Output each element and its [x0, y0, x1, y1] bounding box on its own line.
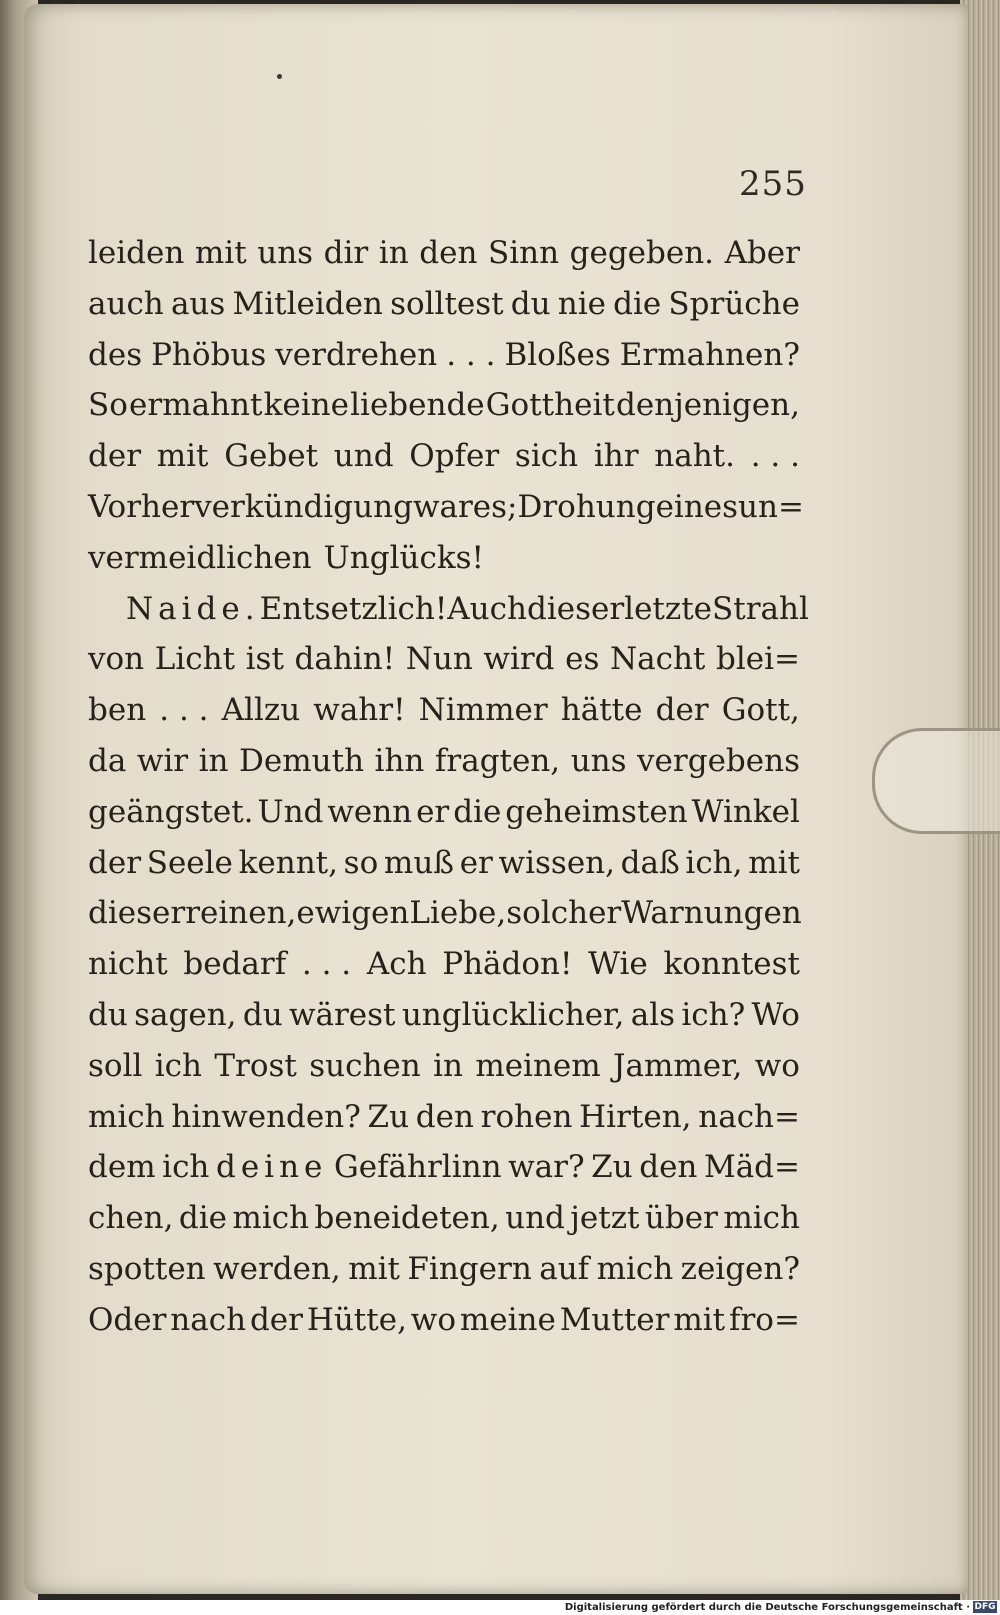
- word: ermahnt: [129, 387, 263, 424]
- word: Gefährlinn: [333, 1149, 502, 1186]
- word: meine: [459, 1301, 556, 1338]
- word: gegeben.: [569, 235, 715, 271]
- word: Zu: [591, 1149, 633, 1186]
- word: die: [178, 1200, 228, 1237]
- word: ich,: [685, 844, 743, 881]
- word: Mitleiden: [232, 285, 383, 322]
- word: Warnungen: [621, 895, 802, 932]
- word: dem: [88, 1149, 156, 1186]
- word: Entsetzlich!: [259, 590, 448, 627]
- text-line: [88, 279, 800, 330]
- word: Bloßes: [504, 336, 611, 373]
- word: aus: [170, 285, 226, 322]
- word: unglücklicher,: [401, 996, 625, 1033]
- ink-spot: [277, 74, 282, 79]
- book-page: [24, 4, 968, 1594]
- text-line: [88, 1041, 800, 1092]
- footer-bar: [0, 1600, 1000, 1615]
- word: Aber: [724, 235, 800, 271]
- word: Seele: [146, 844, 233, 881]
- word: suchen: [309, 1047, 421, 1084]
- word: Und: [257, 793, 324, 830]
- word: Unglücks!: [323, 539, 484, 576]
- word: letzte: [624, 590, 713, 627]
- word: soll: [88, 1047, 143, 1084]
- word: Ach: [366, 946, 427, 983]
- word: nie: [557, 285, 606, 322]
- word: in: [198, 742, 229, 779]
- word: beneideten,: [314, 1200, 500, 1237]
- word: ist: [245, 641, 284, 678]
- word: geängstet.: [88, 793, 254, 830]
- word: Mäd=: [703, 1149, 800, 1186]
- word: da: [88, 742, 127, 779]
- word: Winkel: [691, 793, 800, 830]
- word: Allzu: [221, 692, 301, 729]
- word: chen,: [88, 1200, 174, 1237]
- word: über: [644, 1200, 718, 1237]
- word: du: [88, 996, 128, 1033]
- word: Gebet: [224, 438, 319, 475]
- word: wissen,: [498, 844, 615, 881]
- word: bedarf: [183, 946, 287, 983]
- word: wir: [136, 742, 189, 779]
- word: . . .: [446, 336, 496, 373]
- word: Naide.: [126, 590, 260, 627]
- word: nach: [170, 1301, 247, 1338]
- text-line: [88, 228, 800, 279]
- word: Sinn: [487, 235, 560, 271]
- word: zeigen?: [680, 1250, 800, 1287]
- word: wenn: [327, 793, 413, 830]
- word: er: [459, 844, 493, 881]
- word: vermeidlichen: [88, 539, 312, 576]
- word: Nimmer: [418, 692, 548, 729]
- word: . . .: [750, 438, 800, 475]
- word: in: [378, 235, 409, 271]
- word: der: [88, 438, 142, 475]
- word: und: [333, 438, 394, 475]
- word: Licht: [154, 641, 236, 678]
- word: auch: [88, 285, 164, 322]
- word: mich: [88, 1098, 165, 1135]
- text-line: [88, 1092, 800, 1143]
- word: sich: [514, 438, 579, 475]
- word: der: [249, 1301, 303, 1338]
- word: hätte: [560, 692, 643, 729]
- word: Sprüche: [668, 285, 800, 322]
- text-line: [88, 634, 800, 685]
- text-line: [88, 482, 804, 533]
- word: er: [416, 793, 450, 830]
- word: Zu: [367, 1098, 410, 1135]
- word: Demuth: [239, 742, 365, 779]
- word: reinen,: [185, 895, 297, 932]
- word: des: [88, 336, 143, 373]
- word: ben: [88, 692, 147, 729]
- word: verdrehen: [275, 336, 438, 373]
- word: Mutter: [559, 1301, 670, 1338]
- word: mit: [156, 438, 209, 475]
- word: Liebe,: [409, 895, 507, 932]
- word: geheimsten: [505, 793, 688, 830]
- word: in: [433, 1047, 463, 1084]
- word: uns: [570, 742, 627, 779]
- funding-credit: Digitalisierung gefördert durch die Deutsche Forschungsgemeinschaft ·: [564, 1602, 970, 1613]
- word: jetzt: [570, 1200, 640, 1237]
- word: mich: [596, 1250, 674, 1287]
- word: sagen,: [134, 996, 237, 1033]
- word: wird: [483, 641, 555, 678]
- word: daß: [620, 844, 680, 881]
- word: solltest: [390, 285, 504, 322]
- text-line: [88, 787, 800, 838]
- word: vergebens: [637, 742, 800, 779]
- word: dahin!: [294, 641, 396, 678]
- word: von: [88, 641, 145, 678]
- word: dieser: [526, 590, 625, 627]
- word: mit: [348, 1250, 400, 1287]
- word: Nacht: [609, 641, 706, 678]
- word: und: [505, 1200, 565, 1237]
- word: ich: [154, 1047, 202, 1084]
- word: mit: [194, 235, 247, 271]
- word: Hirten,: [579, 1098, 692, 1135]
- text-line: [88, 685, 800, 736]
- word: war: [412, 488, 473, 525]
- dfg-logo-icon: DFG: [974, 1602, 996, 1612]
- word: wo: [410, 1301, 456, 1338]
- word: Phädon!: [442, 946, 573, 983]
- word: Fingern: [407, 1250, 532, 1287]
- word: die: [613, 285, 662, 322]
- word: So: [88, 387, 128, 424]
- word: denjenigen,: [615, 387, 800, 424]
- word: du: [510, 285, 551, 322]
- word: den: [415, 1098, 474, 1135]
- word: blei=: [715, 641, 800, 678]
- word: Phöbus: [151, 336, 267, 373]
- word: dir: [323, 235, 369, 271]
- text-line: [88, 1142, 800, 1193]
- word: ihr: [593, 438, 639, 475]
- word: mit: [673, 1301, 726, 1338]
- word: es;: [472, 488, 518, 525]
- word: als: [630, 996, 676, 1033]
- word: naht.: [654, 438, 735, 475]
- word: mich: [723, 1200, 800, 1237]
- word: dieser: [88, 895, 186, 932]
- word: ich: [162, 1149, 210, 1186]
- text-line: [88, 1244, 800, 1295]
- text-line: [88, 838, 800, 889]
- word: Opfer: [409, 438, 500, 475]
- word: ewigen: [296, 895, 410, 932]
- word: kennt,: [238, 844, 338, 881]
- word: leiden: [88, 235, 185, 271]
- word: Drohung: [517, 488, 656, 525]
- word: den: [419, 235, 478, 271]
- word: es: [565, 641, 600, 678]
- page-number: 255: [739, 164, 807, 204]
- bookmark-clip: [872, 728, 1000, 834]
- text-line: [88, 1193, 800, 1244]
- word: meinem: [475, 1047, 601, 1084]
- word: wahr!: [313, 692, 406, 729]
- word: rohen: [480, 1098, 573, 1135]
- text-line: [88, 584, 809, 635]
- text-line: [88, 380, 800, 431]
- word: Ermahnen?: [619, 336, 800, 373]
- word: der: [655, 692, 709, 729]
- word: Auch: [447, 590, 527, 627]
- word: liebende: [350, 387, 485, 424]
- text-line: [88, 939, 800, 990]
- word: solcher: [506, 895, 622, 932]
- word: Wie: [588, 946, 648, 983]
- word: hinwenden?: [171, 1098, 361, 1135]
- text-line: [88, 330, 800, 381]
- word: Hütte,: [306, 1301, 407, 1338]
- word: konntest: [663, 946, 800, 983]
- word: uns: [257, 235, 314, 271]
- word: fro=: [728, 1301, 800, 1338]
- text-line: [88, 533, 800, 584]
- word: Nun: [405, 641, 473, 678]
- word: muß: [383, 844, 454, 881]
- word: keine: [263, 387, 349, 424]
- word: so: [343, 844, 379, 881]
- word: eines: [655, 488, 739, 525]
- word: werden,: [213, 1250, 341, 1287]
- word: fragten,: [434, 742, 561, 779]
- word: der: [88, 844, 142, 881]
- word: Gottheit: [485, 387, 615, 424]
- word: mich: [232, 1200, 310, 1237]
- word: Oder: [88, 1301, 167, 1338]
- word: die: [453, 793, 502, 830]
- word: wärest: [288, 996, 396, 1033]
- word: war?: [508, 1149, 585, 1186]
- word: nach=: [698, 1098, 800, 1135]
- word: nicht: [88, 946, 168, 983]
- word: Strahl: [712, 590, 809, 627]
- word: . . .: [159, 692, 209, 729]
- word: den: [639, 1149, 698, 1186]
- word: Gott,: [721, 692, 800, 729]
- word: un=: [738, 488, 804, 525]
- text-line: [88, 990, 800, 1041]
- word: mit: [748, 844, 800, 881]
- word: spotten: [88, 1250, 206, 1287]
- word: wo: [754, 1047, 800, 1084]
- word: Trost: [214, 1047, 297, 1084]
- word: Wo: [751, 996, 800, 1033]
- word: auf: [539, 1250, 590, 1287]
- word: ich?: [681, 996, 746, 1033]
- text-line: [88, 888, 800, 939]
- word: Vorherverkündigung: [88, 488, 413, 525]
- body-text: [88, 228, 809, 1346]
- word: ihn: [374, 742, 425, 779]
- text-line: [88, 736, 800, 787]
- word: du: [242, 996, 283, 1033]
- text-line: [88, 431, 800, 482]
- word: deine: [215, 1149, 328, 1186]
- text-line: [88, 1295, 800, 1346]
- word: Jammer,: [613, 1047, 743, 1084]
- word: . . .: [301, 946, 352, 983]
